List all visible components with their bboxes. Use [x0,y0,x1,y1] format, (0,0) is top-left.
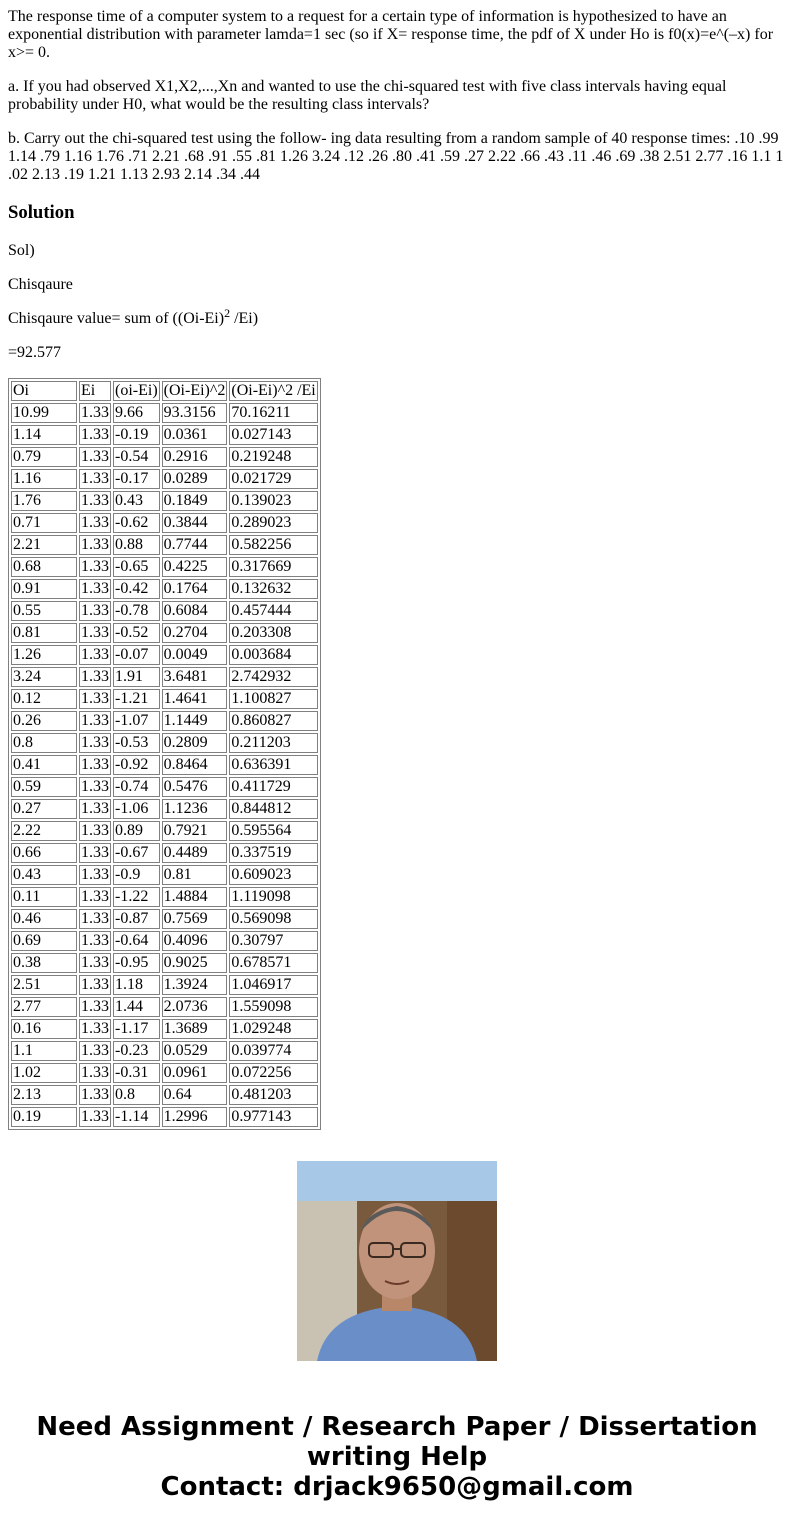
table-header-cell: (oi-Ei) [115,382,158,399]
table-cell: 1.33 [81,734,109,751]
table-row [11,557,318,577]
table-cell: 1.26 [11,645,77,665]
table-cell: 0.003684 [229,645,317,665]
table-cell: 0.41 [11,755,77,775]
table-cell: 1.33 [81,822,109,839]
formula-exponent: 2 [224,306,231,320]
table-cell: 0.6084 [162,601,228,621]
table-row [11,667,318,687]
table-cell: 0.039774 [229,1041,317,1061]
table-cell: 1.33 [81,668,109,685]
table-row [11,689,318,709]
table-row [11,447,318,467]
table-cell: 0.203308 [229,623,317,643]
question-part-a: a. If you had observed X1,X2,...,Xn and wanted to use the chi-squared test with five class intervals having equal probability under H0, what would be the resulting class intervals? [8,78,727,113]
table-cell: -1.17 [113,1019,160,1039]
table-row [11,755,318,775]
table-cell: 1.029248 [229,1019,317,1039]
table-cell: -1.07 [113,711,160,731]
table-cell: 0.595564 [229,821,317,841]
table-cell: 0.64 [162,1085,228,1105]
table-row [11,623,318,643]
table-cell: 1.33 [81,888,109,905]
table-header-cell: (Oi-Ei)^2 /Ei [231,382,316,399]
table-cell: 1.33 [81,602,109,619]
table-cell: 1.33 [81,712,109,729]
table-cell: 1.33 [81,910,109,927]
table-row [11,645,318,665]
table-cell: 0.7744 [162,535,228,555]
table-cell: 1.33 [81,492,109,509]
table-cell: 1.4884 [162,887,228,907]
table-cell: 1.33 [81,690,109,707]
table-cell: 1.33 [81,1086,109,1103]
table-cell: 0.46 [11,909,77,929]
table-cell: 1.33 [81,844,109,861]
table-row [11,931,318,951]
table-cell: 1.33 [81,426,109,443]
table-cell: -0.17 [113,469,160,489]
table-cell: 0.27 [11,799,77,819]
table-cell: 0.8464 [162,755,228,775]
table-row [11,1041,318,1061]
table-cell: 0.0049 [162,645,228,665]
table-cell: -0.64 [113,931,160,951]
table-cell: -0.53 [113,733,160,753]
formula-suffix: /Ei) [230,310,259,327]
table-cell: 0.481203 [229,1085,317,1105]
solution-sol-label: Sol) [8,242,35,259]
table-cell: 1.33 [81,976,109,993]
table-cell: 1.4641 [162,689,228,709]
table-cell: -0.78 [113,601,160,621]
table-row [11,733,318,753]
table-row [11,1085,318,1105]
table-cell: 1.16 [11,469,77,489]
table-cell: 93.3156 [162,403,228,423]
table-row [11,491,318,511]
table-cell: 0.59 [11,777,77,797]
table-cell: 0.411729 [229,777,317,797]
table-cell: 2.77 [11,997,77,1017]
table-cell: -0.9 [113,865,160,885]
table-cell: 0.4096 [162,931,228,951]
table-cell: 70.16211 [229,403,317,423]
table-cell: -0.42 [113,579,160,599]
table-cell: 0.844812 [229,799,317,819]
table-cell: 10.99 [11,403,77,423]
table-cell: 0.11 [11,887,77,907]
table-viewport [8,378,786,1125]
table-cell: 2.0736 [162,997,228,1017]
table-cell: 1.91 [113,667,160,687]
table-cell: 1.559098 [229,997,317,1017]
table-cell: 1.33 [81,932,109,949]
table-row [11,997,318,1017]
table-cell: 0.0289 [162,469,228,489]
table-row [11,601,318,621]
table-cell: 1.33 [81,1042,109,1059]
table-cell: -0.31 [113,1063,160,1083]
table-cell: 0.9025 [162,953,228,973]
document-content [0,8,794,1125]
table-header-cell: Oi [11,381,77,401]
question-intro: The response time of a computer system to a request for a certain type of information is hypothesized to have an exponential distribution with parameter lamda=1 sec (so if X= response time, the pdf of X under Ho is f0(x)=e^(–x) for x>= 0. [8,8,774,61]
table-cell: 1.33 [81,404,109,421]
table-cell: -0.62 [113,513,160,533]
table-cell: 0.457444 [229,601,317,621]
table-cell: -0.52 [113,623,160,643]
table-cell: -0.87 [113,909,160,929]
table-cell: 0.860827 [229,711,317,731]
table-cell: 2.13 [11,1085,77,1105]
table-cell: 0.79 [11,447,77,467]
table-row [11,711,318,731]
solution-chisquare-label: Chisqaure [8,276,73,293]
table-cell: 1.33 [81,1020,109,1037]
table-row [11,1063,318,1083]
table-cell: 0.977143 [229,1107,317,1127]
table-cell: 1.33 [81,470,109,487]
table-cell: 0.69 [11,931,77,951]
table-cell: 0.2809 [162,733,228,753]
table-cell: 1.1236 [162,799,228,819]
table-cell: -0.95 [113,953,160,973]
table-cell: -0.07 [113,645,160,665]
promo-line-1: Need Assignment / Research Paper / Dissertation [36,1412,758,1442]
table-header-row [11,381,318,401]
table-cell: 0.8 [11,733,77,753]
table-cell: 0.4225 [162,557,228,577]
table-cell: 0.4489 [162,843,228,863]
table-cell: 0.12 [11,689,77,709]
table-row [11,843,318,863]
table-cell: 1.18 [113,975,160,995]
table-row [11,513,318,533]
table-row [11,953,318,973]
table-row [11,887,318,907]
table-cell: 1.1449 [162,711,228,731]
solution-formula [8,306,786,328]
table-cell: 0.3844 [162,513,228,533]
table-row [11,799,318,819]
table-cell: -0.65 [113,557,160,577]
table-cell: 3.24 [11,667,77,687]
table-cell: 0.30797 [229,931,317,951]
table-cell: 0.609023 [229,865,317,885]
table-cell: 0.38 [11,953,77,973]
table-cell: 1.33 [81,514,109,531]
table-row [11,909,318,929]
table-row [11,865,318,885]
table-cell: 0.219248 [229,447,317,467]
table-cell: 0.139023 [229,491,317,511]
table-cell: 0.8 [113,1085,160,1105]
table-cell: 0.89 [113,821,160,841]
table-cell: -0.67 [113,843,160,863]
table-cell: 0.2704 [162,623,228,643]
table-row [11,535,318,555]
table-cell: 0.91 [11,579,77,599]
table-row [11,403,318,423]
table-cell: 1.33 [81,1064,109,1081]
table-cell: 1.33 [81,756,109,773]
question-part-b: b. Carry out the chi-squared test using the follow- ing data resulting from a random sample of 40 response times: .10 .99 1.14 .79 1.16 1.76 .71 2.21 .68 .91 .55 .81 1.26 3.24 .12 .26 .80 .41 .59 .27 2.22 .66 .43 .11 .46 .69 .38 2.51 2.77 .16 1.1 1 .02 2.13 .19 1.21 1.13 2.93 2.14 .34 .44 [8,130,784,183]
chi-square-table [8,378,321,1130]
table-cell: 0.5476 [162,777,228,797]
table-cell: 0.66 [11,843,77,863]
table-cell: -0.92 [113,755,160,775]
promo-banner [0,1412,794,1502]
table-cell: 9.66 [113,403,160,423]
table-cell: 1.33 [81,998,109,1015]
table-cell: 0.582256 [229,535,317,555]
table-cell: 1.33 [81,558,109,575]
table-cell: 0.43 [11,865,77,885]
formula-prefix: Chisqaure value= sum of ((Oi-Ei) [8,310,225,327]
table-cell: 0.0529 [162,1041,228,1061]
table-cell: 0.337519 [229,843,317,863]
table-cell: 0.0361 [162,425,228,445]
solution-heading: Solution [8,202,75,223]
table-cell: 1.1 [11,1041,77,1061]
table-header-cell: Ei [79,381,111,401]
table-cell: -0.54 [113,447,160,467]
table-cell: 0.7569 [162,909,228,929]
table-cell: 1.33 [81,800,109,817]
table-cell: 0.88 [113,535,160,555]
table-cell: 3.6481 [162,667,228,687]
table-cell: 0.289023 [229,513,317,533]
table-cell: 0.072256 [229,1063,317,1083]
table-cell: 0.211203 [229,733,317,753]
table-cell: 1.02 [11,1063,77,1083]
table-cell: 2.51 [11,975,77,995]
table-cell: 1.046917 [229,975,317,995]
table-cell: 2.21 [11,535,77,555]
table-cell: -1.06 [113,799,160,819]
table-cell: 1.3689 [162,1019,228,1039]
table-cell: 1.33 [81,580,109,597]
table-cell: 0.027143 [229,425,317,445]
table-cell: 2.742932 [229,667,317,687]
table-cell: 0.2916 [162,447,228,467]
table-cell: 1.119098 [229,887,317,907]
table-cell: 1.100827 [229,689,317,709]
table-cell: 0.19 [11,1107,77,1127]
table-cell: 1.76 [11,491,77,511]
table-cell: 1.33 [81,866,109,883]
table-cell: 0.43 [113,491,160,511]
promo-line-2: writing Help [306,1442,488,1472]
table-cell: -1.21 [113,689,160,709]
table-cell: 0.81 [162,865,228,885]
table-cell: 0.55 [11,601,77,621]
table-cell: 0.16 [11,1019,77,1039]
table-cell: 0.569098 [229,909,317,929]
table-cell: -0.74 [113,777,160,797]
table-cell: 1.44 [113,997,160,1017]
table-cell: 2.22 [11,821,77,841]
table-cell: 1.33 [81,778,109,795]
table-cell: 0.636391 [229,755,317,775]
table-row [11,579,318,599]
table-cell: -0.19 [113,425,160,445]
table-cell: 1.33 [81,448,109,465]
table-cell: 1.2996 [162,1107,228,1127]
author-avatar [297,1161,497,1361]
table-cell: 1.33 [81,536,109,553]
person-portrait-icon [297,1161,497,1361]
table-cell: 1.3924 [162,975,228,995]
table-row [11,469,318,489]
table-cell: 1.33 [81,624,109,641]
table-cell: 1.33 [81,646,109,663]
table-cell: 0.0961 [162,1063,228,1083]
table-cell: 0.678571 [229,953,317,973]
table-cell: 0.1764 [162,579,228,599]
table-row [11,777,318,797]
table-cell: 0.26 [11,711,77,731]
table-row [11,1107,318,1127]
table-cell: 1.33 [81,1108,109,1125]
table-cell: 0.021729 [229,469,317,489]
table-cell: 0.81 [11,623,77,643]
table-row [11,975,318,995]
table-cell: -1.14 [113,1107,160,1127]
table-cell: 1.33 [81,954,109,971]
table-cell: -1.22 [113,887,160,907]
table-cell: 0.132632 [229,579,317,599]
table-cell: 0.1849 [162,491,228,511]
table-row [11,425,318,445]
table-cell: 0.7921 [162,821,228,841]
table-row [11,821,318,841]
table-cell: 0.71 [11,513,77,533]
table-cell: -0.23 [113,1041,160,1061]
solution-result: =92.577 [8,344,62,361]
table-header-cell: (Oi-Ei)^2 [163,382,226,399]
promo-contact: Contact: drjack9650@gmail.com [160,1472,634,1502]
table-cell: 1.14 [11,425,77,445]
table-cell: 0.317669 [229,557,317,577]
table-cell: 0.68 [11,557,77,577]
table-row [11,1019,318,1039]
